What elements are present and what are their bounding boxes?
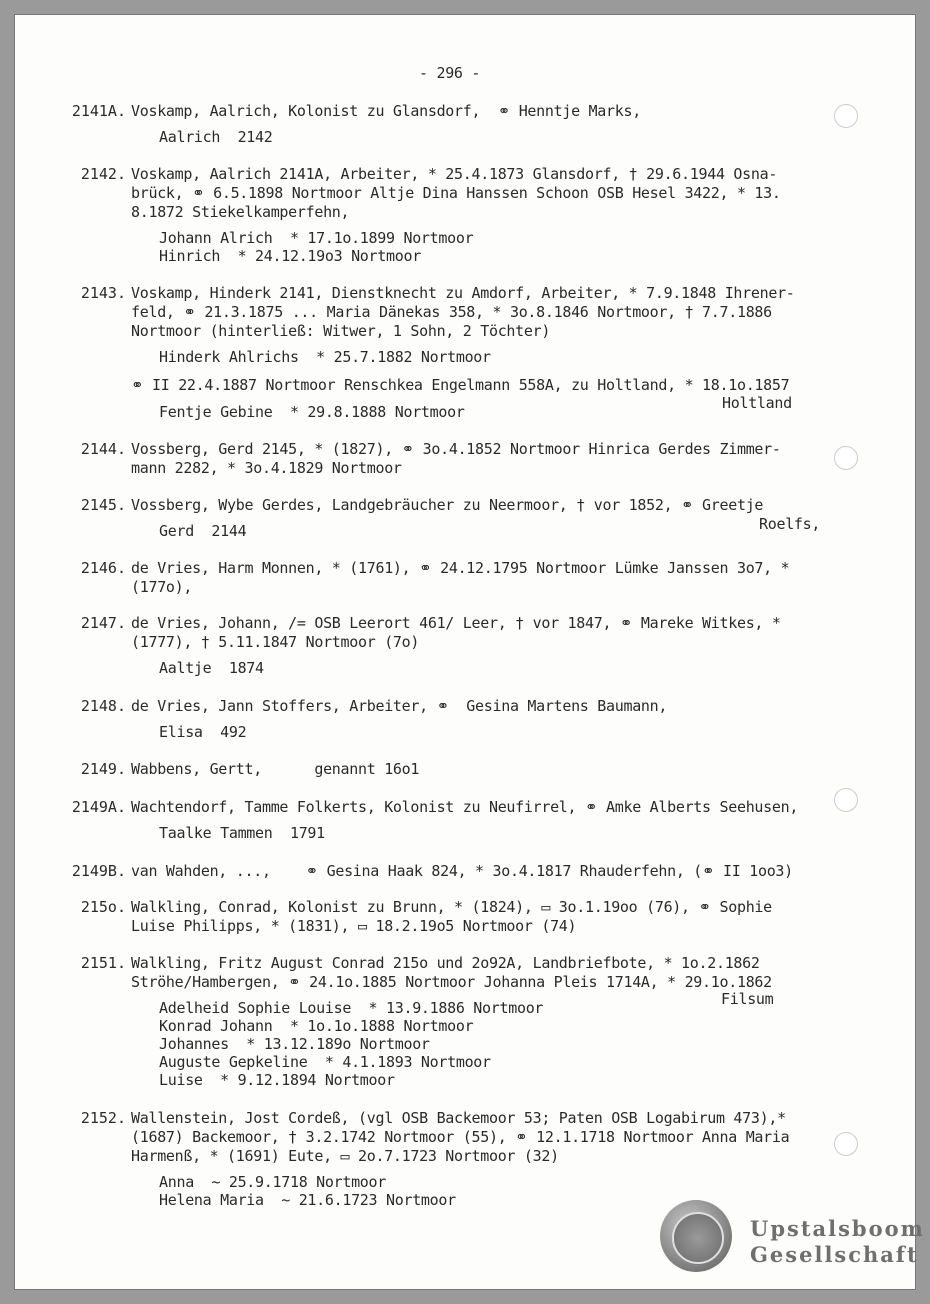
entry-number: 2142. xyxy=(80,165,126,183)
child-line: Anna ~ 25.9.1718 Nortmoor xyxy=(159,1173,387,1191)
brand-line-1: Upstalsboom xyxy=(750,1216,925,1241)
child-line: Hinderk Ahlrichs * 25.7.1882 Nortmoor xyxy=(159,348,491,366)
punch-hole xyxy=(834,104,858,128)
child-line: Aalrich 2142 xyxy=(159,128,273,146)
entry-number: 2147. xyxy=(80,614,126,632)
entry-line: (1687) Backemoor, † 3.2.1742 Nortmoor (55), ⚭ 12.1.1718 Nortmoor Anna Maria xyxy=(131,1128,790,1146)
child-line: Auguste Gepkeline * 4.1.1893 Nortmoor xyxy=(159,1053,491,1071)
entry-line: de Vries, Harm Monnen, * (1761), ⚭ 24.12.1795 Nortmoor Lümke Janssen 3o7, * xyxy=(131,559,790,577)
entry-line: Luise Philipps, * (1831), ▭ 18.2.19o5 Nortmoor (74) xyxy=(131,917,577,935)
entry-line: (177o), xyxy=(131,578,193,596)
entry-line: Harmenß, * (1691) Eute, ▭ 2o.7.1723 Nortmoor (32) xyxy=(131,1147,559,1165)
entry-line: Walkling, Conrad, Kolonist zu Brunn, * (1824), ▭ 3o.1.19oo (76), ⚭ Sophie xyxy=(131,898,772,916)
entry-number: 2149. xyxy=(80,760,126,778)
entry-line: feld, ⚭ 21.3.1875 ... Maria Dänekas 358, * 3o.8.1846 Nortmoor, † 7.7.1886 xyxy=(131,303,772,321)
punch-hole xyxy=(834,446,858,470)
entry-number: 2143. xyxy=(80,284,126,302)
entry-line: Holtland xyxy=(722,394,792,412)
child-line: Elisa 492 xyxy=(159,723,247,741)
entry-line: Roelfs, xyxy=(759,515,821,533)
child-line: Taalke Tammen 1791 xyxy=(159,824,325,842)
child-line: Luise * 9.12.1894 Nortmoor xyxy=(159,1071,395,1089)
punch-hole xyxy=(834,1132,858,1156)
entry-line: Voskamp, Aalrich, Kolonist zu Glansdorf, ⚭ Henntje Marks, xyxy=(131,102,641,120)
entry-number: 2151. xyxy=(80,954,126,972)
entry-number: 2152. xyxy=(80,1109,126,1127)
entry-number: 2149B. xyxy=(71,862,126,880)
entry-line: Vossberg, Wybe Gerdes, Landgebräucher zu Neermoor, † vor 1852, ⚭ Greetje xyxy=(131,496,764,514)
entry-line: Filsum xyxy=(721,990,774,1008)
document-page xyxy=(14,14,925,1290)
entry-line: de Vries, Jann Stoffers, Arbeiter, ⚭ Gesina Martens Baumann, xyxy=(131,697,668,715)
entry-line: Vossberg, Gerd 2145, * (1827), ⚭ 3o.4.1852 Nortmoor Hinrica Gerdes Zimmer- xyxy=(131,440,781,458)
entry-line: ⚭ II 22.4.1887 Nortmoor Renschkea Engelmann 558A, zu Holtland, * 18.1o.1857 xyxy=(131,376,790,394)
entry-number: 2146. xyxy=(80,559,126,577)
entry-line: 8.1872 Stiekelkamperfehn, xyxy=(131,203,350,221)
entry-number: 2145. xyxy=(80,496,126,514)
child-line: Gerd 2144 xyxy=(159,522,247,540)
entry-line: Nortmoor (hinterließ: Witwer, 1 Sohn, 2 Töchter) xyxy=(131,322,551,340)
entry-line: Wallenstein, Jost Cordeß, (vgl OSB Backemoor 53; Paten OSB Logabirum 473),* xyxy=(131,1109,786,1127)
child-line: Helena Maria ~ 21.6.1723 Nortmoor xyxy=(159,1191,456,1209)
entry-line: Wabbens, Gertt, genannt 16o1 xyxy=(131,760,420,778)
entry-line: (1777), † 5.11.1847 Nortmoor (7o) xyxy=(131,633,420,651)
entry-line: Voskamp, Hinderk 2141, Dienstknecht zu Amdorf, Arbeiter, * 7.9.1848 Ihrener- xyxy=(131,284,795,302)
child-line: Konrad Johann * 1o.1o.1888 Nortmoor xyxy=(159,1017,474,1035)
entry-line: Ströhe/Hambergen, ⚭ 24.1o.1885 Nortmoor Johanna Pleis 1714A, * 29.1o.1862 xyxy=(131,973,772,991)
entry-line: de Vries, Johann, /= OSB Leerort 461/ Leer, † vor 1847, ⚭ Mareke Witkes, * xyxy=(131,614,781,632)
seal-icon xyxy=(660,1200,732,1272)
entry-line: Walkling, Fritz August Conrad 215o und 2o92A, Landbriefbote, * 1o.2.1862 xyxy=(131,954,760,972)
entry-line: mann 2282, * 3o.4.1829 Nortmoor xyxy=(131,459,402,477)
punch-hole xyxy=(834,788,858,812)
child-line: Hinrich * 24.12.19o3 Nortmoor xyxy=(159,247,421,265)
entry-line: Voskamp, Aalrich 2141A, Arbeiter, * 25.4.1873 Glansdorf, † 29.6.1944 Osna- xyxy=(131,165,778,183)
page-number: - 296 - xyxy=(419,64,481,82)
entry-number: 2148. xyxy=(80,697,126,715)
entry-number: 2149A. xyxy=(71,798,126,816)
entry-line: van Wahden, ..., ⚭ Gesina Haak 824, * 3o.4.1817 Rhauderfehn, (⚭ II 1oo3) xyxy=(131,862,793,880)
child-line: Adelheid Sophie Louise * 13.9.1886 Nortmoor xyxy=(159,999,544,1017)
brand-line-2: Gesellschaft xyxy=(750,1242,919,1267)
child-line: Johannes * 13.12.189o Nortmoor xyxy=(159,1035,430,1053)
child-line: Aaltje 1874 xyxy=(159,659,264,677)
entry-line: Wachtendorf, Tamme Folkerts, Kolonist zu Neufirrel, ⚭ Amke Alberts Seehusen, xyxy=(131,798,799,816)
entry-number: 215o. xyxy=(80,898,126,916)
child-line: Johann Alrich * 17.1o.1899 Nortmoor xyxy=(159,229,474,247)
entry-number: 2144. xyxy=(80,440,126,458)
child-line: Fentje Gebine * 29.8.1888 Nortmoor xyxy=(159,403,465,421)
entry-line: brück, ⚭ 6.5.1898 Nortmoor Altje Dina Hanssen Schoon OSB Hesel 3422, * 13. xyxy=(131,184,781,202)
entry-number: 2141A. xyxy=(71,102,126,120)
